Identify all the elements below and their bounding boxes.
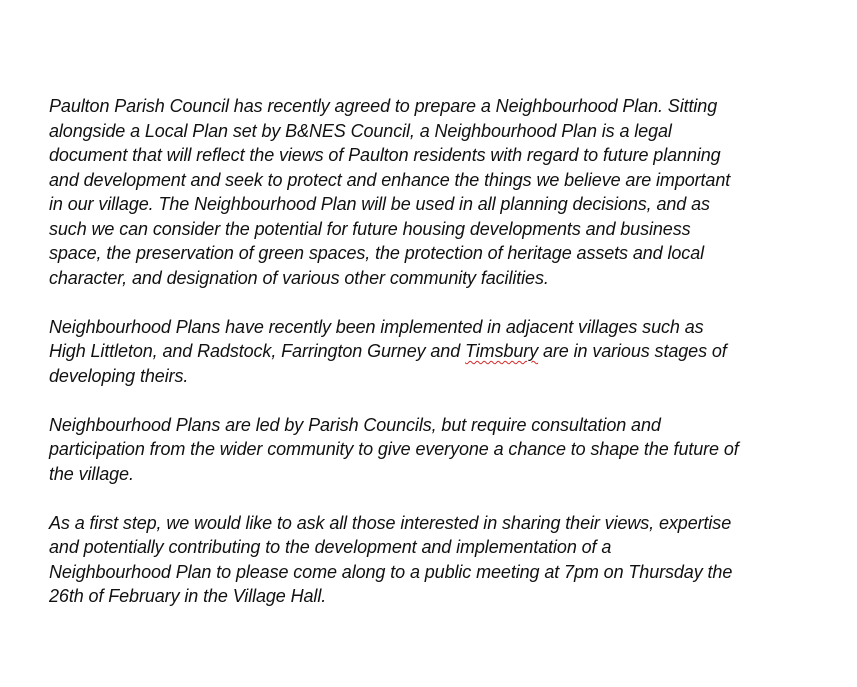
text-line: Paulton Parish Council has recently agreed to prepare a Neighbourhood Plan. Sitting — [49, 96, 718, 116]
paragraph-parish-councils — [49, 413, 809, 487]
text-segment: are in various stages of — [538, 341, 727, 361]
text-line: and potentially contributing to the development and implementation of a — [49, 537, 612, 557]
text-line: 26th of February in the Village Hall. — [49, 586, 327, 606]
text-line: Neighbourhood Plans are led by Parish Councils, but require consultation and — [49, 414, 661, 435]
document-page — [49, 94, 809, 633]
text-line: alongside a Local Plan set by B&NES Council, a Neighbourhood Plan is a legal — [49, 120, 672, 141]
text-line — [49, 339, 809, 364]
paragraph-public-meeting — [49, 511, 809, 609]
paragraph-adjacent-villages — [49, 315, 809, 389]
text-line: participation from the wider community to give everyone a chance to shape the future of — [49, 439, 739, 459]
text-line: the village. — [49, 463, 134, 484]
text-line: and development and seek to protect and enhance the things we believe are important — [49, 169, 731, 190]
text-line: As a first step, we would like to ask all those interested in sharing their views, expertise — [49, 512, 732, 533]
spellcheck-word-timsbury[interactable]: Timsbury — [465, 341, 539, 361]
text-line: such we can consider the potential for future housing developments and business — [49, 218, 691, 239]
text-line: space, the preservation of green spaces, the protection of heritage assets and local — [49, 243, 705, 263]
text-line: Neighbourhood Plan to please come along to a public meeting at 7pm on Thursday the — [49, 561, 733, 582]
text-line: document that will reflect the views of Paulton residents with regard to future planning — [49, 145, 721, 165]
text-line: developing theirs. — [49, 365, 189, 386]
text-line: Neighbourhood Plans have recently been implemented in adjacent villages such as — [49, 316, 704, 337]
text-line: character, and designation of various other community facilities. — [49, 267, 549, 288]
paragraph-intro — [49, 94, 809, 290]
text-line: in our village. The Neighbourhood Plan will be used in all planning decisions, and as — [49, 194, 710, 214]
text-segment: High Littleton, and Radstock, Farrington Gurney and — [49, 341, 466, 361]
